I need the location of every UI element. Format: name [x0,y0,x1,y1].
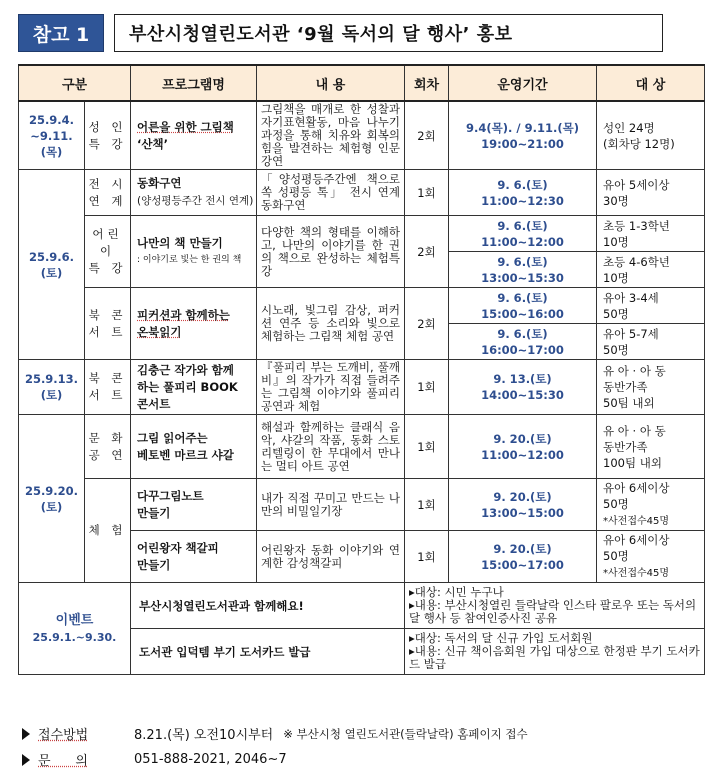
header-content: 내 용 [257,65,405,101]
page-title: 부산시청열린도서관 ‘9월 독서의 달 행사’ 홍보 [114,14,663,52]
header-category: 구분 [19,65,131,101]
category-cell: 체 험 [85,479,131,583]
date-cell: 25.9.20. (토) [19,415,85,583]
period-time: 11:00~12:30 [481,193,564,208]
session-count: 2회 [405,216,449,288]
period-cell [449,324,597,360]
target-cell: 성인 24명 (회차당 12명) [597,101,705,170]
header-period: 운영기간 [449,65,597,101]
session-count: 2회 [405,101,449,170]
apply-label: 접수방법 [38,728,89,743]
apply-value: 8.21.(목) 오전10시부터 [134,728,274,743]
period-cell [449,170,597,216]
session-count: 1회 [405,479,449,531]
period-cell [449,415,597,479]
program-content: 「양성평등주간엔 책으로 쏙 성평등 톡」 전시 연계 동화구연 [257,170,405,216]
header-target: 대 상 [597,65,705,101]
program-name-line1: 나만의 책 만들기 [137,235,223,250]
bullet-triangle-icon [22,728,30,740]
category-cell: 문 화 공 연 [85,415,131,479]
date-cell: 25.9.6. (토) [19,170,85,360]
period-cell [449,288,597,324]
program-content: 그림책을 매개로 한 성찰과 자기표현활동, 마음 나누기 과정을 통해 치유와 회복의 힘을 발견하는 체험형 인문강연 [257,101,405,170]
event-label-cell [19,583,131,675]
event-name: 도서관 입덕템 부기 도서카드 발급 [131,629,405,675]
event-period: 25.9.1.~9.30. [32,630,117,644]
target-cell: 초등 1-3학년 10명 [597,216,705,252]
category-cell: 북 콘 서 트 [85,288,131,360]
program-name-line1: 김충근 작가와 함께 [137,362,234,377]
period-date: 9. 20.(토) [493,489,552,504]
event-target-line: ▸대상: 독서의 달 신규 가입 도서회원 [409,631,593,645]
program-name-line1: 동화구연 [137,176,182,190]
period-cell [449,101,597,170]
event-detail [405,629,705,675]
period-date: 9. 20.(토) [493,541,552,556]
period-cell [449,252,597,288]
program-name [131,101,257,170]
program-content: 다양한 책의 형태를 이해하고, 나만의 이야기를 한 권의 책으로 완성하는 체험특강 [257,216,405,288]
date-cell: 25.9.13. (토) [19,360,85,415]
period-date: 9. 6.(토) [497,326,548,341]
program-name-line2: 온북읽기 [137,324,182,339]
program-name [131,360,257,415]
period-time: 11:00~12:00 [481,234,564,249]
period-time: 14:00~15:30 [481,388,564,402]
target-cell [597,479,705,531]
header-count: 회차 [405,65,449,101]
session-count: 1회 [405,360,449,415]
target-cell: 유아 3-4세 50명 [597,288,705,324]
program-content: 어린왕자 동화 이야기와 연계한 감성책갈피 [257,531,405,583]
program-content: 해설과 함께하는 클래식 음악, 샤갈의 작품, 동화 스토리텔링이 한 무대에서 만나는 멀티 아트 공연 [257,415,405,479]
program-name [131,288,257,360]
target-note: *사전접수45명 [603,567,670,579]
target-note: *사전접수45명 [603,515,670,527]
event-detail [405,583,705,629]
program-subtitle: : 이야기로 빛는 한 권의 책 [137,254,242,265]
period-date: 9. 6.(토) [497,177,548,192]
period-cell [449,360,597,415]
program-name-line1: 그림 읽어주는 [137,430,208,445]
event-label: 이벤트 [55,612,94,628]
contact-info [22,750,287,769]
date-cell: 25.9.4. ~9.11. (목) [19,101,85,170]
program-name [131,531,257,583]
program-name-line1: 피커션과 함께하는 [137,307,230,322]
program-subtitle: (양성평등주간 전시 연계) [137,195,254,207]
program-name-line2: 만들기 [137,505,171,520]
program-name-line2: 만들기 [137,557,171,572]
category-cell: 어린이 특 강 [85,216,131,288]
title-bar [18,14,663,52]
program-name-line3: 콘서트 [137,396,171,411]
period-time: 19:00~21:00 [481,136,564,151]
target-cell: 초등 4-6학년 10명 [597,252,705,288]
table-row [19,415,705,479]
bullet-triangle-icon [22,754,30,766]
table-header-row [19,65,705,101]
header-program: 프로그램명 [131,65,257,101]
program-content: 『풀피리 부는 도깨비, 풀깨비』의 작가가 직접 들려주는 그림책 이야기와 풀피리 공연과 체험 [257,360,405,415]
program-content: 시노래, 빛그림 감상, 퍼커션 연주 등 소리와 빛으로 체험하는 그림책 체험 공연 [257,288,405,360]
event-name: 부산시청열린도서관과 함께해요! [131,583,405,629]
period-time: 16:00~17:00 [481,342,564,357]
target-cell [597,531,705,583]
contact-value: 051-888-2021, 2046~7 [134,752,287,767]
period-cell [449,479,597,531]
program-table [18,64,705,675]
event-content-line: ▸내용: 신규 책이음회원 가입 대상으로 한정판 부기 도서카드 발급 [409,644,700,671]
period-date: 9.4(목). / 9.11.(목) [466,120,579,135]
program-name-line1: 어린왕자 책갈피 [137,540,219,555]
event-target-line: ▸대상: 시민 누구나 [409,585,504,599]
category-cell: 북 콘 서 트 [85,360,131,415]
program-name-line1: 어른을 위한 그림책 [137,119,234,134]
program-name [131,170,257,216]
category-cell: 성 인 특 강 [85,101,131,170]
table-row [19,288,705,324]
period-date: 9. 6.(토) [497,218,548,233]
period-cell [449,216,597,252]
program-name-line1: 다꾸그림노트 [137,488,204,503]
target-text: 유아 6세이상 50명 [603,480,670,511]
period-time: 15:00~16:00 [481,306,564,321]
contact-label: 문 의 [38,754,88,769]
target-cell: 유아 5-7세 50명 [597,324,705,360]
table-row [19,170,705,216]
period-time: 11:00~12:00 [481,447,564,462]
event-content-line: ▸내용: 부산시청열린 들락날락 인스타 팔로우 또는 독서의 달 행사 등 참여인증사진 공유 [409,598,697,625]
period-time: 13:00~15:30 [481,270,564,285]
session-count: 2회 [405,288,449,360]
period-date: 9. 20.(토) [493,431,552,446]
period-date: 9. 6.(토) [497,290,548,305]
apply-info [22,724,528,743]
program-name-line2: ‘산책’ [137,136,168,151]
program-name [131,216,257,288]
program-name-line2: 하는 풀피리 BOOK [137,379,238,394]
category-cell: 전 시 연 계 [85,170,131,216]
event-row [19,583,705,629]
table-row [19,216,705,252]
table-row [19,479,705,531]
period-time: 15:00~17:00 [481,557,564,572]
target-cell: 유 아 · 아 동 동반가족 100팀 내외 [597,415,705,479]
reference-badge: 참고 1 [18,14,104,52]
period-date: 9. 6.(토) [497,254,548,269]
program-name [131,415,257,479]
table-row [19,101,705,170]
period-time: 13:00~15:00 [481,505,564,520]
session-count: 1회 [405,415,449,479]
program-content: 내가 직접 꾸미고 만드는 나만의 비밀일기장 [257,479,405,531]
period-date: 9. 13.(토) [493,372,552,386]
session-count: 1회 [405,170,449,216]
program-name [131,479,257,531]
period-cell [449,531,597,583]
session-count: 1회 [405,531,449,583]
program-name-line2: 베토벤 마르크 샤갈 [137,447,234,462]
table-row [19,360,705,415]
target-text: 유아 6세이상 50명 [603,532,670,563]
apply-note: ※ 부산시청 열린도서관(들락날락) 홈페이지 접수 [283,726,528,741]
target-cell: 유 아 · 아 동 동반가족 50팀 내외 [597,360,705,415]
target-cell: 유아 5세이상 30명 [597,170,705,216]
